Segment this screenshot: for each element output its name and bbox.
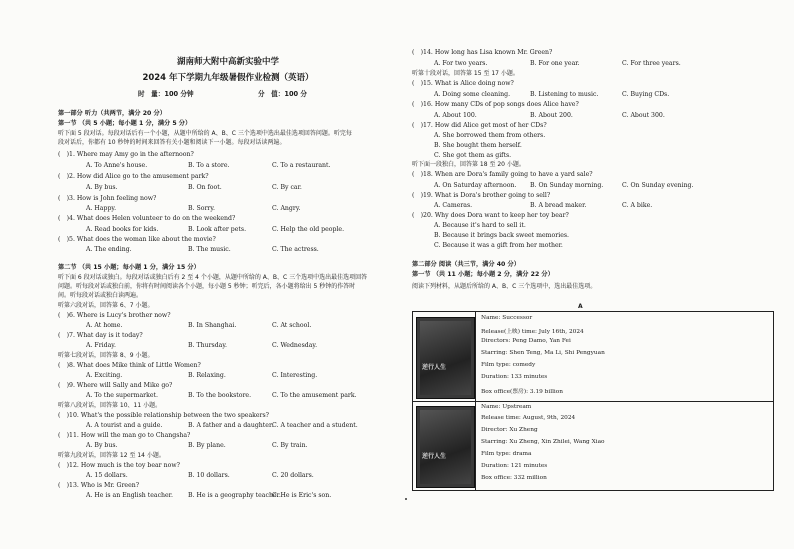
- question-15-option-b: B. Listening to music.: [530, 91, 599, 98]
- question-10-option-a: A. A tourist and a guide.: [86, 422, 163, 429]
- question-8-option-b: B. Relaxing.: [188, 372, 226, 379]
- question-15-option-c: C. Buying CDs.: [622, 91, 670, 98]
- question-8-stem: ( )8. What does Mike think of Little Women?: [58, 362, 201, 369]
- passage-label: A: [578, 303, 583, 310]
- part1-sec1-title: 第一节 （共 5 小题；每小题 1 分，满分 5 分）: [58, 120, 192, 127]
- question-6-option-b: B. In Shanghai.: [188, 322, 237, 329]
- part2-instruction: 阅读下列材料，从题后所给的 A、B、C 三个选项中，选出最佳选项。: [412, 283, 597, 290]
- upstream-poster-image: [416, 406, 475, 488]
- upstream-box-office: Box office: 332 million: [481, 475, 547, 481]
- question-2-option-c: C. By car.: [272, 184, 302, 191]
- sec2-instruction-2: 问题。听每段对话或独白前，你将有时间阅读各个小题，每小题 5 秒钟；听完后，各小题将给出 5 秒钟的作答时: [58, 283, 356, 290]
- successor-name: Name: Successor: [481, 315, 533, 321]
- successor-poster-image: [416, 317, 475, 399]
- successor-duration: Duration: 133 minutes: [481, 374, 548, 380]
- question-7-option-b: B. Thursday.: [188, 342, 227, 349]
- question-13-option-b: B. He is a geography teacher.: [188, 492, 281, 499]
- table-row-successor: [413, 312, 773, 402]
- question-5-option-c: C. The actress.: [272, 246, 319, 253]
- part1-sec2-title: 第二节 （共 15 小题；每小题 1 分，满分 15 分）: [58, 264, 200, 271]
- question-4-option-a: A. Read books for kids.: [86, 226, 159, 233]
- question-9-stem: ( )9. Where will Sally and Mike go?: [58, 382, 173, 389]
- part1-title: 第一部分 听力（共两节，满分 20 分）: [58, 110, 166, 117]
- scan-speck: [405, 498, 407, 500]
- question-3-option-a: A. Happy.: [86, 205, 117, 212]
- listen-9-instruction: 听第九段对话，回答第 12 至 14 小题。: [58, 452, 165, 459]
- question-10-option-b: B. A father and a daughter.: [188, 422, 274, 429]
- question-14-stem: ( )14. How long has Lisa known Mr. Green?: [412, 49, 553, 56]
- successor-film-type: Film type: comedy: [481, 362, 536, 368]
- question-15-stem: ( )15. What is Alice doing now?: [412, 80, 514, 87]
- upstream-starring: Starring: Xu Zheng, Xin Zhilei, Wang Xiao: [481, 439, 605, 445]
- sec2-instruction-3: 间。听每段对话或独白读两遍。: [58, 292, 143, 299]
- question-5-option-b: B. The music.: [188, 246, 231, 253]
- question-6-stem: ( )6. Where is Lucy's brother now?: [58, 312, 171, 319]
- question-8-option-c: C. Interesting.: [272, 372, 318, 379]
- upstream-poster-title: 逆行人生: [422, 453, 447, 460]
- question-7-option-c: C. Wednesday.: [272, 342, 318, 349]
- question-13-option-c: C. He is Eric's son.: [272, 492, 332, 499]
- question-11-option-b: B. By plane.: [188, 442, 226, 449]
- question-5-stem: ( )5. What does the woman like about the movie?: [58, 236, 216, 243]
- question-10-option-c: C. A teacher and a student.: [272, 422, 358, 429]
- question-18-option-c: C. On Sunday evening.: [622, 182, 694, 189]
- question-5-option-a: A. The ending.: [86, 246, 132, 253]
- question-10-stem: ( )10. What's the possible relationship between the two speakers?: [58, 412, 270, 419]
- question-18-option-a: A. On Saturday afternoon.: [434, 182, 517, 189]
- exam-title: 2024 年下学期九年级暑假作业检测（英语）: [142, 73, 314, 83]
- question-4-stem: ( )4. What does Helen volunteer to do on the weekend?: [58, 215, 236, 222]
- question-3-option-c: C. Angry.: [272, 205, 301, 212]
- question-2-option-a: A. By bus.: [86, 184, 118, 191]
- listen-10-instruction: 听第十段对话，回答第 15 至 17 小题。: [412, 70, 519, 77]
- upstream-name: Name: Upstream: [481, 404, 532, 410]
- question-11-option-a: A. By bus.: [86, 442, 118, 449]
- question-12-option-c: C. 20 dollars.: [272, 472, 314, 479]
- question-19-stem: ( )19. What is Dora's brother going to sell?: [412, 192, 551, 199]
- part2-sec1-title: 第一节 （共 11 小题；每小题 2 分，满分 22 分）: [412, 271, 554, 278]
- question-9-option-c: C. To the amusement park.: [272, 392, 357, 399]
- question-6-option-c: C. At school.: [272, 322, 312, 329]
- sec1-instruction-2: 段对话后，你都有 10 秒钟的时间来回答有关小题和阅读下一小题。每段对话读两遍。: [58, 139, 286, 146]
- question-12-stem: ( )12. How much is the toy bear now?: [58, 462, 180, 469]
- question-12-option-a: A. 15 dollars.: [86, 472, 128, 479]
- question-16-option-c: C. About 300.: [622, 112, 665, 119]
- question-3-stem: ( )3. How is John feeling now?: [58, 195, 157, 202]
- score-label: 分 值：100 分: [258, 90, 308, 98]
- question-6-option-a: A. At home.: [86, 322, 123, 329]
- question-18-stem: ( )18. When are Dora's family going to have a yard sale?: [412, 171, 593, 178]
- question-16-stem: ( )16. How many CDs of pop songs does Alice have?: [412, 101, 579, 108]
- movie-table: [412, 311, 774, 491]
- question-16-option-b: B. About 200.: [530, 112, 573, 119]
- question-19-option-c: C. A bike.: [622, 202, 653, 209]
- question-1-stem: ( )1. Where may Amy go in the afternoon?: [58, 151, 194, 158]
- listen-11-instruction: 听下面一段独白，回答第 18 至 20 小题。: [412, 161, 525, 168]
- successor-release: Release(上映) time: July 16th, 2024: [481, 329, 584, 335]
- listen-8-instruction: 听第八段对话，回答第 10、11 小题。: [58, 402, 162, 409]
- question-20-option-b: B. Because it brings back sweet memories.: [434, 232, 569, 239]
- question-1-option-c: C. To a restaurant.: [272, 162, 331, 169]
- question-20-option-c: C. Because it was a gift from her mother.: [434, 242, 563, 249]
- question-17-option-c: C. She got them as gifts.: [434, 152, 512, 159]
- table-row-upstream: [413, 401, 773, 489]
- question-11-stem: ( )11. How will the man go to Changsha?: [58, 432, 191, 439]
- listen-6-instruction: 听第六段对话，回答第 6、7 小题。: [58, 302, 154, 309]
- question-9-option-a: A. To the supermarket.: [86, 392, 158, 399]
- question-18-option-b: B. On Sunday morning.: [530, 182, 604, 189]
- question-11-option-c: C. By train.: [272, 442, 308, 449]
- question-4-option-c: C. Help the old people.: [272, 226, 345, 233]
- question-14-option-c: C. For three years.: [622, 60, 681, 67]
- question-7-stem: ( )7. What day is it today?: [58, 332, 143, 339]
- question-15-option-a: A. Doing some cleaning.: [434, 91, 511, 98]
- question-16-option-a: A. About 100.: [434, 112, 477, 119]
- question-20-stem: ( )20. Why does Dora want to keep her toy bear?: [412, 212, 569, 219]
- question-13-option-a: A. He is an English teacher.: [86, 492, 173, 499]
- successor-starring: Starring: Shen Teng, Ma Li, Shi Pengyuan: [481, 350, 605, 356]
- sec2-instruction-1: 听下面 6 段对话或独白。每段对话或独白后有 2 至 4 个小题，从题中所给的 A、B、C 三个选项中选出最佳选项回答: [58, 274, 368, 281]
- question-14-option-b: B. For one year.: [530, 60, 580, 67]
- question-2-stem: ( )2. How did Alice go to the amusement park?: [58, 173, 209, 180]
- question-13-stem: ( )13. Who is Mr. Green?: [58, 482, 140, 489]
- question-19-option-b: B. A bread maker.: [530, 202, 587, 209]
- question-17-option-b: B. She bought them herself.: [434, 142, 522, 149]
- question-14-option-a: A. For two years.: [434, 60, 488, 67]
- question-1-option-b: B. To a store.: [188, 162, 230, 169]
- upstream-release: Release time: August, 9th, 2024: [481, 415, 576, 421]
- question-8-option-a: A. Exciting.: [86, 372, 123, 379]
- question-17-option-a: A. She borrowed them from others.: [434, 132, 546, 139]
- question-20-option-a: A. Because it's hard to sell it.: [434, 222, 526, 229]
- part2-title: 第二部分 阅读（共三节，满分 40 分）: [412, 261, 520, 268]
- question-2-option-b: B. On foot.: [188, 184, 222, 191]
- question-17-stem: ( )17. How did Alice get most of her CDs?: [412, 122, 547, 129]
- listen-7-instruction: 听第七段对话，回答第 8、9 小题。: [58, 352, 154, 359]
- successor-poster-title: 逆行人生: [422, 364, 447, 371]
- upstream-director: Director: Xu Zheng: [481, 427, 538, 433]
- question-12-option-b: B. 10 dollars.: [188, 472, 230, 479]
- time-label: 时 量：100 分钟: [138, 90, 194, 98]
- question-1-option-a: A. To Anne's house.: [86, 162, 148, 169]
- sec1-instruction-1: 听下面 5 段对话。每段对话后有一个小题，从题中所给的 A、B、C 三个选项中选出最佳选项回答问题。听完每: [58, 130, 352, 137]
- upstream-duration: Duration: 121 minutes: [481, 463, 548, 469]
- question-7-option-a: A. Friday.: [86, 342, 116, 349]
- question-4-option-b: B. Look after pets.: [188, 226, 247, 233]
- question-9-option-b: B. To the bookstore.: [188, 392, 252, 399]
- successor-box-office: Box office(票房): 3.19 billion: [481, 389, 564, 395]
- successor-directors: Directors: Peng Damo, Yan Fei: [481, 338, 571, 344]
- question-3-option-b: B. Sorry.: [188, 205, 215, 212]
- school-name: 湖南师大附中高新实验中学: [176, 57, 279, 67]
- question-19-option-a: A. Cameras.: [434, 202, 473, 209]
- upstream-film-type: Film type: drama: [481, 451, 532, 457]
